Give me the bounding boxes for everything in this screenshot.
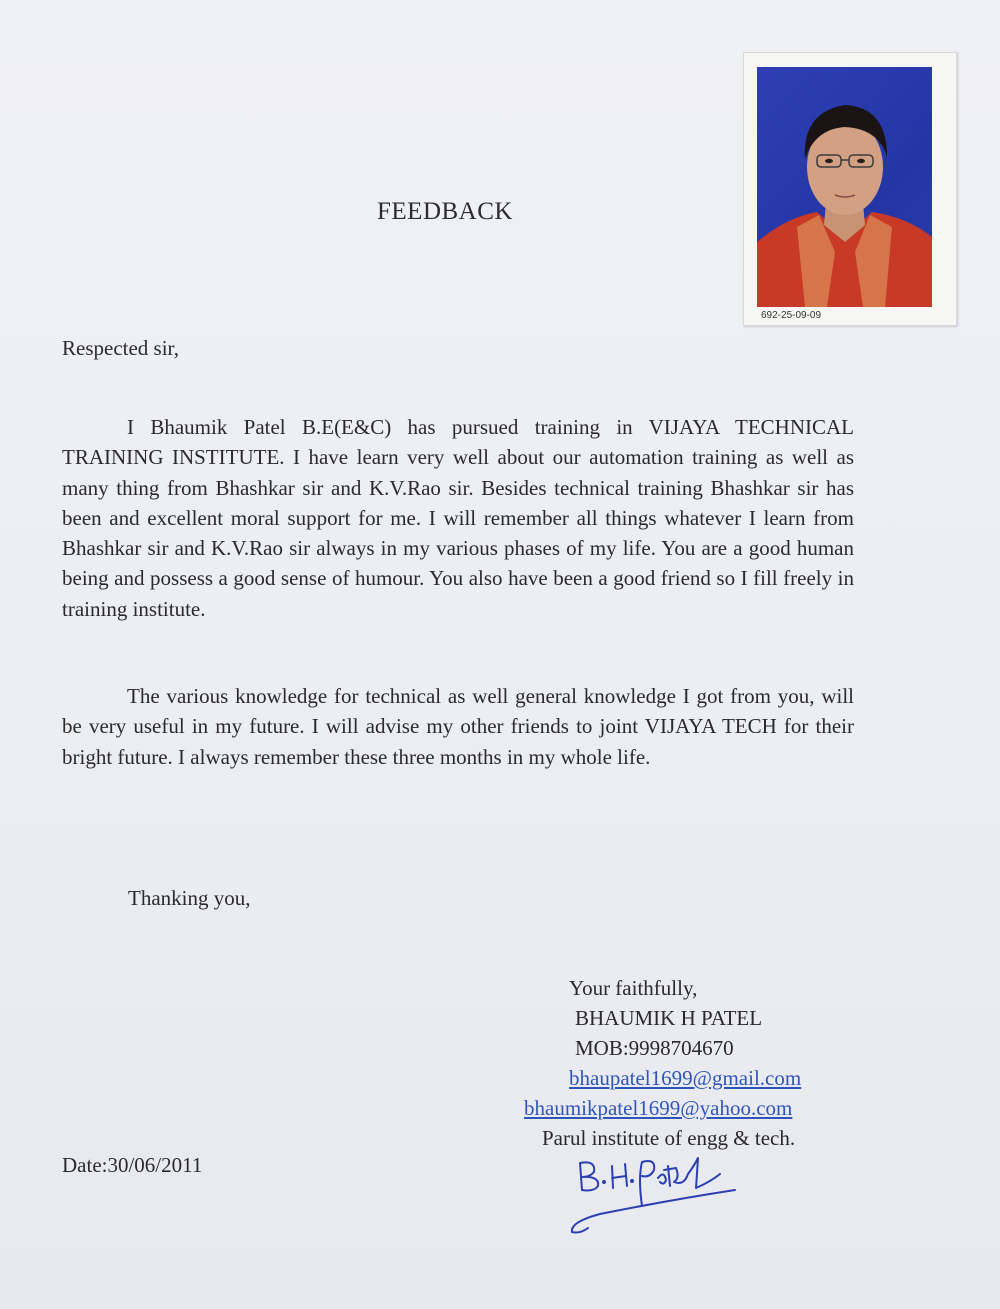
photo-frame bbox=[743, 52, 957, 326]
closing: Thanking you, bbox=[128, 886, 251, 910]
handwritten-signature-icon bbox=[560, 1148, 750, 1238]
document-title: FEEDBACK bbox=[377, 198, 513, 225]
email-link-gmail[interactable]: bhaupatel1699@gmail.com bbox=[569, 1066, 802, 1090]
passport-photo bbox=[757, 67, 932, 307]
person-photo-icon bbox=[757, 67, 932, 307]
sender-institute: Parul institute of engg & tech. bbox=[542, 1126, 796, 1150]
photo-caption: 692-25-09-09 bbox=[761, 310, 822, 321]
email-link-yahoo[interactable]: bhaumikpatel1699@yahoo.com bbox=[524, 1096, 793, 1120]
document-date: Date:30/06/2011 bbox=[62, 1153, 203, 1177]
salutation: Respected sir, bbox=[62, 336, 179, 360]
valediction: Your faithfully, bbox=[569, 976, 698, 1000]
sender-mobile: MOB:9998704670 bbox=[575, 1036, 734, 1060]
body-paragraph-1: I Bhaumik Patel B.E(E&C) has pursued training in VIJAYA TECHNICAL TRAINING INSTITUTE. I have learn very well about our automation training as well as many thing from Bhashkar sir and K.V.Rao sir. Besides technical training Bhashkar sir has been and excellent moral support for me. I will remember all things whatever I learn from Bhashkar sir and K.V.Rao sir always in my various phases of my life. You are a good human being and possess a good sense of humour. You also have been a good friend so I fill freely in training institute. bbox=[62, 415, 854, 621]
body-paragraph-2: The various knowledge for technical as well general knowledge I got from you, will be very useful in my future. I will advise my other friends to joint VIJAYA TECH for their bright future. I always remember these three months in my whole life. bbox=[62, 684, 854, 769]
sender-name: BHAUMIK H PATEL bbox=[575, 1006, 763, 1030]
